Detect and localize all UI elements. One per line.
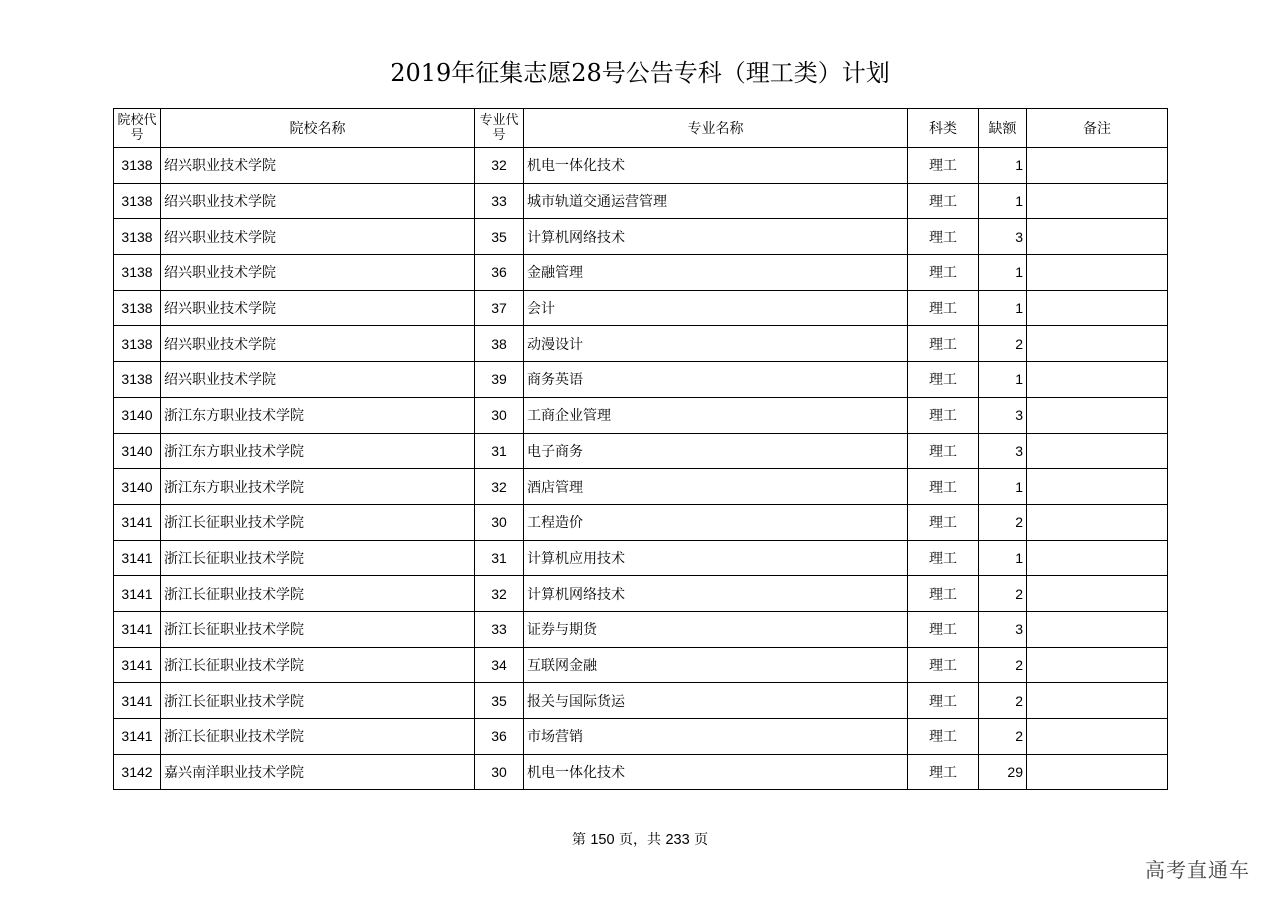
- footer-suffix: 页: [694, 832, 709, 848]
- cell-category: 理工: [908, 397, 979, 433]
- cell-school-name: 浙江长征职业技术学院: [161, 719, 475, 755]
- table-row: [114, 219, 1168, 255]
- cell-major-code: 31: [475, 433, 524, 469]
- table-header-row: [114, 109, 1168, 148]
- cell-remark: [1027, 433, 1168, 469]
- cell-school-name: 嘉兴南洋职业技术学院: [161, 754, 475, 790]
- cell-major-name: 机电一体化技术: [524, 148, 908, 184]
- table-row: [114, 469, 1168, 505]
- cell-major-code: 31: [475, 540, 524, 576]
- cell-major-name: 市场营销: [524, 719, 908, 755]
- cell-school-name: 绍兴职业技术学院: [161, 362, 475, 398]
- cell-major-name: 会计: [524, 290, 908, 326]
- cell-remark: [1027, 719, 1168, 755]
- cell-major-code: 34: [475, 647, 524, 683]
- header-major-code: 专业代号: [475, 109, 524, 148]
- cell-major-code: 38: [475, 326, 524, 362]
- cell-school-name: 绍兴职业技术学院: [161, 326, 475, 362]
- cell-quota: 1: [979, 183, 1027, 219]
- cell-major-name: 计算机网络技术: [524, 576, 908, 612]
- cell-quota: 1: [979, 540, 1027, 576]
- table-row: [114, 183, 1168, 219]
- cell-quota: 2: [979, 719, 1027, 755]
- page-footer: [0, 830, 1280, 850]
- cell-remark: [1027, 611, 1168, 647]
- cell-major-code: 30: [475, 397, 524, 433]
- cell-remark: [1027, 683, 1168, 719]
- cell-remark: [1027, 326, 1168, 362]
- cell-major-name: 工商企业管理: [524, 397, 908, 433]
- cell-category: 理工: [908, 183, 979, 219]
- cell-school-code: 3138: [114, 183, 161, 219]
- cell-school-code: 3138: [114, 290, 161, 326]
- cell-category: 理工: [908, 647, 979, 683]
- cell-category: 理工: [908, 576, 979, 612]
- cell-major-code: 35: [475, 683, 524, 719]
- cell-quota: 1: [979, 469, 1027, 505]
- cell-major-code: 39: [475, 362, 524, 398]
- cell-school-code: 3138: [114, 362, 161, 398]
- header-remark: 备注: [1027, 109, 1168, 148]
- cell-major-name: 动漫设计: [524, 326, 908, 362]
- table-row: [114, 540, 1168, 576]
- cell-major-code: 33: [475, 183, 524, 219]
- cell-quota: 2: [979, 504, 1027, 540]
- table-row: [114, 148, 1168, 184]
- cell-category: 理工: [908, 611, 979, 647]
- table-row: [114, 504, 1168, 540]
- cell-school-name: 浙江长征职业技术学院: [161, 647, 475, 683]
- cell-school-code: 3141: [114, 576, 161, 612]
- cell-school-name: 浙江长征职业技术学院: [161, 540, 475, 576]
- cell-school-code: 3138: [114, 326, 161, 362]
- cell-remark: [1027, 219, 1168, 255]
- cell-school-code: 3140: [114, 469, 161, 505]
- cell-category: 理工: [908, 290, 979, 326]
- cell-major-name: 工程造价: [524, 504, 908, 540]
- cell-category: 理工: [908, 683, 979, 719]
- cell-remark: [1027, 754, 1168, 790]
- cell-category: 理工: [908, 433, 979, 469]
- table-row: [114, 576, 1168, 612]
- cell-school-name: 浙江长征职业技术学院: [161, 504, 475, 540]
- cell-major-code: 32: [475, 148, 524, 184]
- cell-major-code: 32: [475, 576, 524, 612]
- cell-school-name: 绍兴职业技术学院: [161, 255, 475, 291]
- cell-category: 理工: [908, 540, 979, 576]
- cell-school-code: 3141: [114, 647, 161, 683]
- cell-major-code: 32: [475, 469, 524, 505]
- header-quota: 缺额: [979, 109, 1027, 148]
- enrollment-plan-table: [113, 108, 1168, 790]
- table-row: [114, 433, 1168, 469]
- cell-school-code: 3141: [114, 504, 161, 540]
- cell-school-name: 绍兴职业技术学院: [161, 219, 475, 255]
- cell-school-name: 绍兴职业技术学院: [161, 183, 475, 219]
- table-row: [114, 290, 1168, 326]
- cell-school-name: 绍兴职业技术学院: [161, 148, 475, 184]
- header-school-name: 院校名称: [161, 109, 475, 148]
- cell-major-name: 报关与国际货运: [524, 683, 908, 719]
- cell-remark: [1027, 540, 1168, 576]
- cell-quota: 1: [979, 290, 1027, 326]
- cell-quota: 3: [979, 397, 1027, 433]
- cell-quota: 3: [979, 219, 1027, 255]
- cell-school-name: 浙江长征职业技术学院: [161, 576, 475, 612]
- cell-school-name: 浙江东方职业技术学院: [161, 469, 475, 505]
- cell-major-code: 30: [475, 504, 524, 540]
- cell-category: 理工: [908, 362, 979, 398]
- cell-category: 理工: [908, 754, 979, 790]
- cell-remark: [1027, 255, 1168, 291]
- page-title: 2019年征集志愿28号公告专科（理工类）计划: [390, 59, 890, 87]
- footer-middle: 页，共: [619, 832, 661, 848]
- cell-quota: 2: [979, 683, 1027, 719]
- cell-category: 理工: [908, 148, 979, 184]
- cell-major-name: 酒店管理: [524, 469, 908, 505]
- cell-category: 理工: [908, 219, 979, 255]
- cell-category: 理工: [908, 255, 979, 291]
- cell-major-name: 商务英语: [524, 362, 908, 398]
- cell-school-name: 浙江长征职业技术学院: [161, 683, 475, 719]
- cell-school-code: 3141: [114, 719, 161, 755]
- cell-major-name: 计算机网络技术: [524, 219, 908, 255]
- cell-remark: [1027, 647, 1168, 683]
- cell-remark: [1027, 576, 1168, 612]
- cell-major-name: 城市轨道交通运营管理: [524, 183, 908, 219]
- table-row: [114, 683, 1168, 719]
- cell-major-name: 计算机应用技术: [524, 540, 908, 576]
- cell-major-name: 电子商务: [524, 433, 908, 469]
- cell-remark: [1027, 504, 1168, 540]
- footer-page-number: 150: [590, 832, 615, 848]
- cell-quota: 2: [979, 647, 1027, 683]
- cell-school-name: 绍兴职业技术学院: [161, 290, 475, 326]
- cell-major-name: 证券与期货: [524, 611, 908, 647]
- cell-quota: 2: [979, 326, 1027, 362]
- cell-major-code: 37: [475, 290, 524, 326]
- cell-school-name: 浙江东方职业技术学院: [161, 397, 475, 433]
- table-body: [114, 148, 1168, 790]
- table-row: [114, 326, 1168, 362]
- cell-quota: 3: [979, 611, 1027, 647]
- cell-quota: 1: [979, 362, 1027, 398]
- cell-remark: [1027, 362, 1168, 398]
- cell-school-code: 3142: [114, 754, 161, 790]
- cell-major-code: 36: [475, 719, 524, 755]
- table-row: [114, 647, 1168, 683]
- cell-major-name: 金融管理: [524, 255, 908, 291]
- cell-remark: [1027, 397, 1168, 433]
- cell-remark: [1027, 148, 1168, 184]
- cell-school-code: 3141: [114, 683, 161, 719]
- table-row: [114, 362, 1168, 398]
- cell-remark: [1027, 469, 1168, 505]
- footer-prefix: 第: [571, 832, 586, 848]
- cell-school-code: 3138: [114, 219, 161, 255]
- cell-school-code: 3141: [114, 540, 161, 576]
- cell-quota: 1: [979, 148, 1027, 184]
- cell-remark: [1027, 290, 1168, 326]
- cell-major-name: 互联网金融: [524, 647, 908, 683]
- cell-school-name: 浙江长征职业技术学院: [161, 611, 475, 647]
- cell-school-name: 浙江东方职业技术学院: [161, 433, 475, 469]
- cell-remark: [1027, 183, 1168, 219]
- cell-quota: 29: [979, 754, 1027, 790]
- cell-major-code: 36: [475, 255, 524, 291]
- cell-school-code: 3140: [114, 433, 161, 469]
- cell-category: 理工: [908, 719, 979, 755]
- cell-quota: 2: [979, 576, 1027, 612]
- cell-school-code: 3138: [114, 255, 161, 291]
- cell-quota: 1: [979, 255, 1027, 291]
- cell-category: 理工: [908, 504, 979, 540]
- cell-school-code: 3141: [114, 611, 161, 647]
- cell-major-name: 机电一体化技术: [524, 754, 908, 790]
- cell-school-code: 3138: [114, 148, 161, 184]
- watermark-text: 高考直通车: [1145, 858, 1250, 882]
- table-row: [114, 754, 1168, 790]
- cell-major-code: 30: [475, 754, 524, 790]
- cell-category: 理工: [908, 469, 979, 505]
- cell-quota: 3: [979, 433, 1027, 469]
- cell-major-code: 33: [475, 611, 524, 647]
- header-category: 科类: [908, 109, 979, 148]
- cell-category: 理工: [908, 326, 979, 362]
- header-school-code: 院校代号: [114, 109, 161, 148]
- table-row: [114, 255, 1168, 291]
- table-row: [114, 611, 1168, 647]
- footer-total-pages: 233: [665, 832, 690, 848]
- cell-major-code: 35: [475, 219, 524, 255]
- cell-school-code: 3140: [114, 397, 161, 433]
- header-major-name: 专业名称: [524, 109, 908, 148]
- table-row: [114, 719, 1168, 755]
- table-row: [114, 397, 1168, 433]
